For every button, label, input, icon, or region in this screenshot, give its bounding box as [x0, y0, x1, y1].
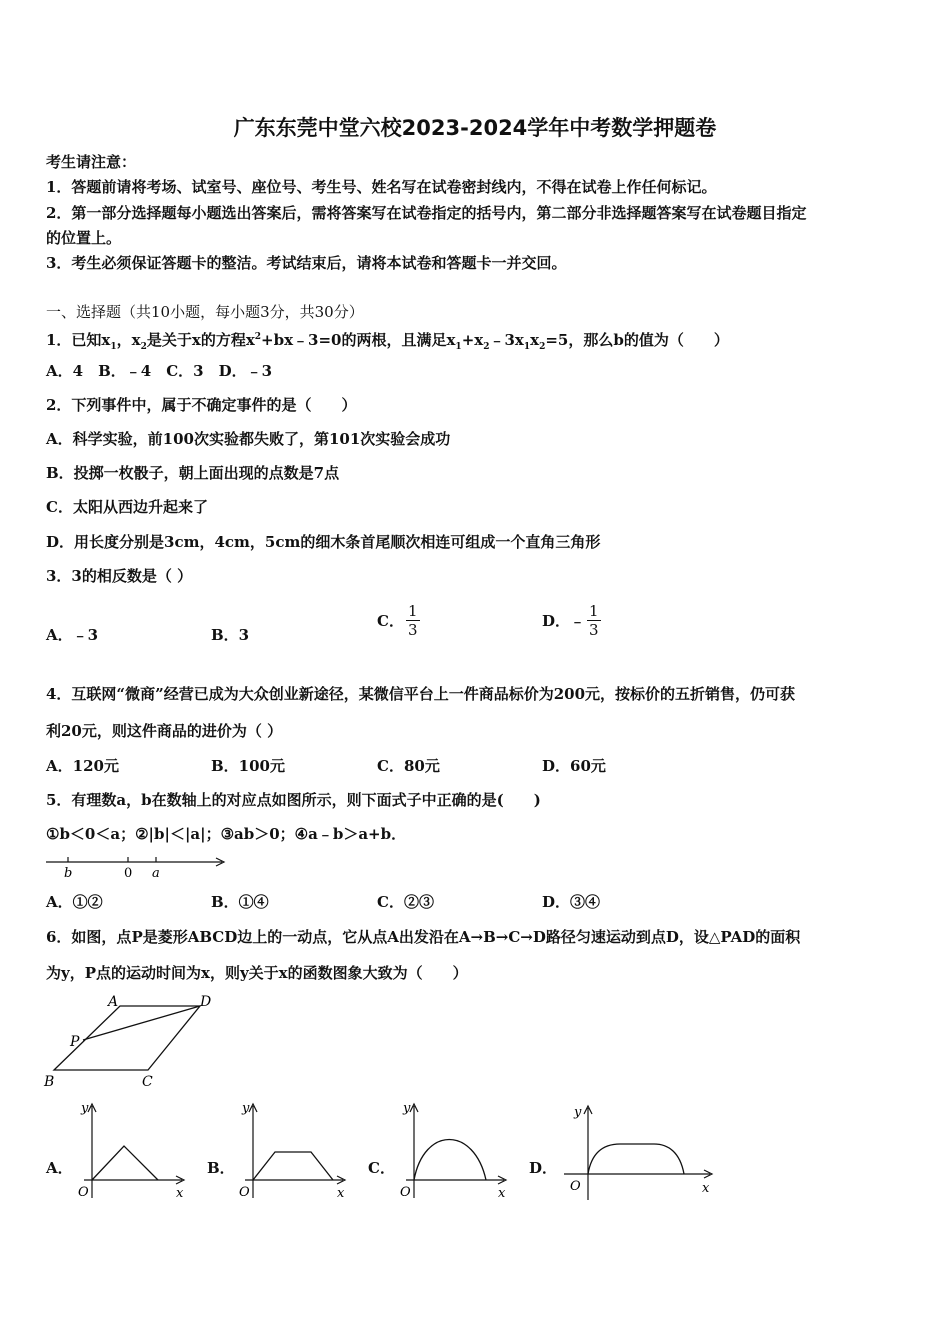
svg-text:x: x	[702, 1181, 710, 1196]
fraction-one-third: $\frac{1}{3}$	[407, 602, 418, 639]
graph-d-curve	[588, 1144, 684, 1174]
svg-text:O: O	[78, 1185, 89, 1200]
q6-option-a-label: A．	[46, 1159, 73, 1177]
q5-option-c: C．②③	[377, 893, 434, 911]
svg-text:O: O	[570, 1179, 581, 1194]
q3-option-d: D．﹣ $\frac{1}{3}$	[542, 602, 599, 639]
notice-heading: 考生请注意：	[46, 153, 137, 171]
notice-item-1: 1．答题前请将考场、试室号、座位号、考生号、姓名写在试卷密封线内，不得在试卷上作任何标记。	[46, 178, 717, 196]
q6-stem-line2: 为y，P点的运动时间为x，则y关于x的函数图象大致为（ ）	[46, 964, 468, 982]
q3-option-b: B．3	[211, 626, 250, 644]
q6-option-b-label: B．	[207, 1159, 235, 1177]
q4-stem-line1: 4．互联网“微商”经营已成为大众创业新途径，某微信平台上一件商品标价为200元，按标价的五折销售，仍可获	[46, 685, 796, 703]
q3-option-a: A．﹣3	[46, 626, 99, 644]
notice-item-3: 3．考生必须保证答题卡的整洁。考试结束后，请将本试卷和答题卡一并交回。	[46, 254, 567, 272]
vertex-label-b: B	[44, 1074, 55, 1090]
q2-option-d: D．用长度分别是3cm，4cm，5cm的细木条首尾顺次相连可组成一个直角三角形	[46, 533, 601, 551]
q4-option-d: D．60元	[542, 757, 606, 775]
graph-d	[560, 1100, 720, 1205]
svg-text:x: x	[176, 1186, 184, 1201]
page-title: 广东东莞中堂六校2023-2024学年中考数学押题卷	[233, 116, 717, 140]
graph-b	[233, 1098, 358, 1203]
q5-option-d: D．③④	[542, 893, 601, 911]
graph-c-curve	[414, 1140, 486, 1181]
vertex-label-d: D	[200, 994, 212, 1010]
notice-item-2-cont: 的位置上。	[46, 229, 122, 247]
svg-text:y: y	[574, 1105, 582, 1120]
q5-option-a: A．①②	[46, 893, 103, 911]
section-heading: 一、选择题（共10小题，每小题3分，共30分）	[46, 303, 364, 321]
graph-b-curve	[253, 1152, 333, 1180]
segment-pd	[83, 1006, 200, 1040]
q2-option-c: C．太阳从西边升起来了	[46, 498, 208, 516]
q3-stem: 3．3的相反数是（ ）	[46, 567, 193, 585]
graph-a	[72, 1098, 197, 1203]
q5-stem: 5．有理数a，b在数轴上的对应点如图所示，则下面式子中正确的是( )	[46, 791, 541, 809]
number-line-label-b: b	[64, 866, 73, 880]
q6-option-c-label: C．	[368, 1159, 395, 1177]
svg-text:y: y	[81, 1101, 89, 1116]
q4-option-a: A．120元	[46, 757, 119, 775]
fraction-one-third: $\frac{1}{3}$	[589, 602, 599, 639]
q5-expressions: ①b＜0＜a；②|b|＜|a|；③ab＞0；④a﹣b＞a+b．	[46, 825, 407, 843]
q3-option-c: C． $\frac{1}{3}$	[377, 602, 418, 639]
q1-stem: 1．已知$x_1$，$x_2$是关于x的方程$x^2+bx﹣3=0$的两根，且满足$x_1+x_2﹣3x_1x_2=5$，那么b的值为（ ）	[46, 331, 729, 352]
q5-option-b: B．①④	[211, 893, 269, 911]
graph-a-curve	[92, 1146, 158, 1180]
graph-c	[394, 1098, 519, 1203]
number-line-figure	[42, 852, 232, 880]
q2-option-b: B．投掷一枚骰子，朝上面出现的点数是7点	[46, 464, 340, 482]
svg-text:O: O	[400, 1185, 411, 1200]
svg-text:x: x	[337, 1186, 345, 1201]
svg-text:y: y	[242, 1101, 250, 1116]
svg-text:x: x	[498, 1186, 506, 1201]
q4-stem-line2: 利20元，则这件商品的进价为（ ）	[46, 722, 283, 740]
q2-stem: 2．下列事件中，属于不确定事件的是（ ）	[46, 396, 357, 414]
q2-option-a: A．科学实验，前100次实验都失败了，第101次实验会成功	[46, 430, 451, 448]
q4-option-b: B．100元	[211, 757, 285, 775]
rhombus-figure	[40, 992, 230, 1092]
vertex-label-a: A	[108, 994, 119, 1010]
notice-item-2: 2．第一部分选择题每小题选出答案后，需将答案写在试卷指定的括号内，第二部分非选择题答案写在试卷题目指定	[46, 204, 807, 222]
point-label-p: P	[70, 1034, 80, 1050]
q4-option-c: C．80元	[377, 757, 440, 775]
svg-text:y: y	[403, 1101, 411, 1116]
number-line-label-0: 0	[124, 866, 133, 880]
q6-stem-line1: 6．如图，点P是菱形ABCD边上的一动点，它从点A出发沿在A→B→C→D路径匀速运动到点D，设△PAD的面积	[46, 928, 801, 946]
q6-option-d-label: D．	[529, 1159, 558, 1177]
number-line-label-a: a	[152, 866, 160, 880]
svg-text:O: O	[239, 1185, 250, 1200]
q1-options: A．4 B．﹣4 C．3 D．﹣3	[46, 362, 273, 380]
vertex-label-c: C	[142, 1074, 153, 1090]
